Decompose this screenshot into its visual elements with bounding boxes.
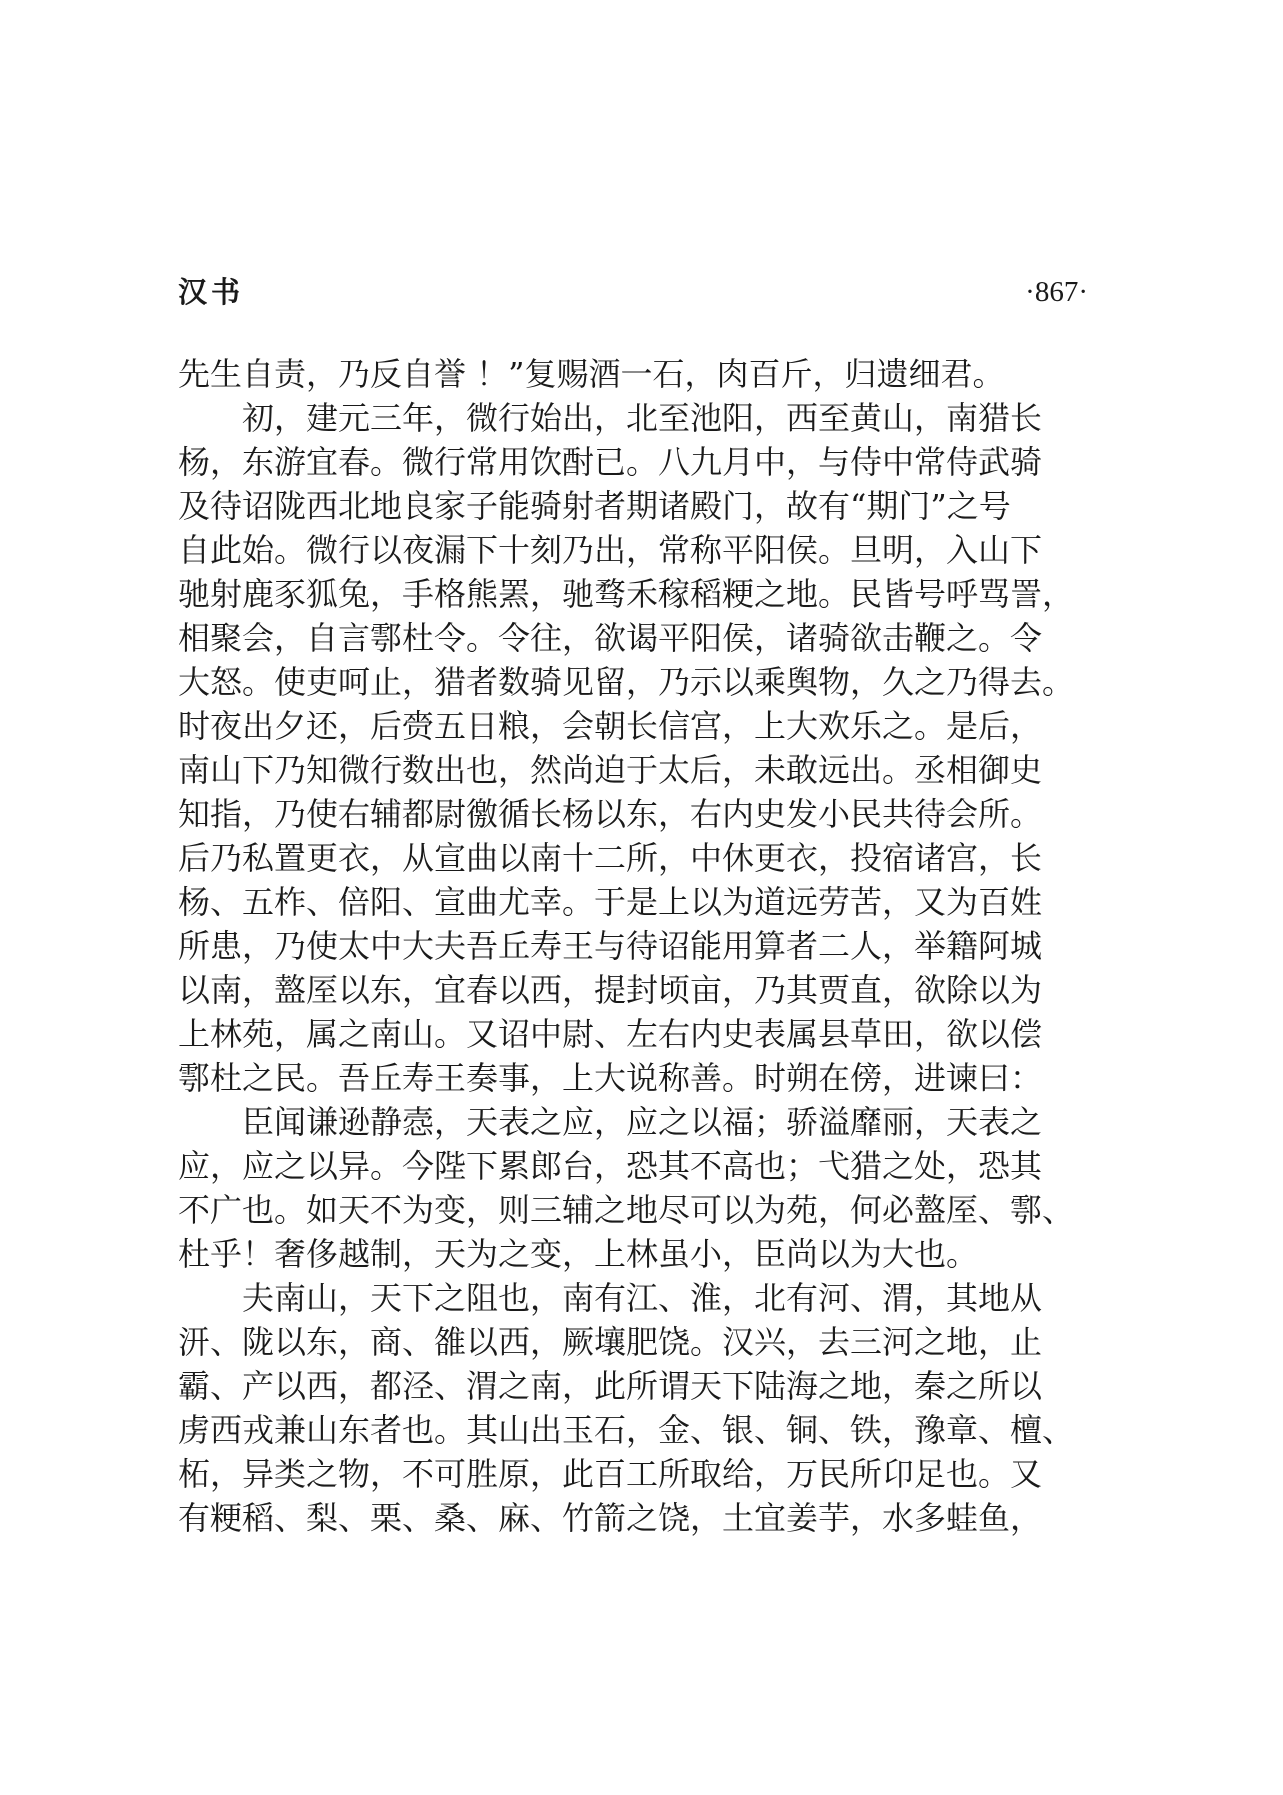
- text-line: 先生自责，乃反自誉 ！”复赐酒一石，肉百斤，归遗细君。: [178, 355, 1005, 393]
- text-line: 杨，东游宜春。微行常用饮酎已。八九月中，与侍中常侍武骑: [178, 443, 1043, 481]
- text-line: 汧、陇以东，商、雒以西，厥壤肥饶。汉兴，去三河之地，止: [178, 1323, 1043, 1361]
- text-line: 虏西戎兼山东者也。其山出玉石，金、银、铜、铁，豫章、檀、: [178, 1411, 1075, 1449]
- book-title: 汉书: [178, 275, 245, 309]
- text-line: 所患，乃使太中大夫吾丘寿王与待诏能用算者二人，举籍阿城: [178, 927, 1043, 965]
- page-number: ·867·: [1025, 276, 1088, 308]
- text-line: 霸、产以西，都泾、渭之南，此所谓天下陆海之地，秦之所以: [178, 1367, 1043, 1405]
- paragraph-first-line: 初，建元三年，微行始出，北至池阳，西至黄山，南猎长: [242, 399, 1043, 437]
- text-line: 驰射鹿豕狐兔，手格熊罴，驰骛禾稼稻粳之地。民皆号呼骂詈，: [178, 575, 1075, 613]
- text-line: 杨、五柞、倍阳、宣曲尤幸。于是上以为道远劳苦，又为百姓: [178, 883, 1043, 921]
- text-line: 后乃私置更衣，从宣曲以南十二所，中休更衣，投宿诸宫，长: [178, 839, 1043, 877]
- text-line: 柘，异类之物，不可胜原，此百工所取给，万民所卬足也。又: [178, 1455, 1043, 1493]
- text-line: 大怒。使吏呵止，猎者数骑见留，乃示以乘舆物，久之乃得去。: [178, 663, 1075, 701]
- text-line: 应，应之以异。今陛下累郎台，恐其不高也；弋猎之处，恐其: [178, 1147, 1043, 1185]
- text-line: 鄠杜之民。吾丘寿王奏事，上大说称善。时朔在傍，进谏曰：: [178, 1059, 1043, 1097]
- paragraph-first-line: 臣闻谦逊静悫，天表之应，应之以福；骄溢靡丽，天表之: [242, 1103, 1043, 1141]
- text-line: 南山下乃知微行数出也，然尚迫于太后，未敢远出。丞相御史: [178, 751, 1043, 789]
- running-head: [178, 272, 1088, 312]
- text-line: 有粳稻、梨、栗、桑、麻、竹箭之饶，土宜姜芋，水多蛙鱼，: [178, 1499, 1043, 1537]
- text-line: 杜乎！奢侈越制，天为之变，上林虽小，臣尚以为大也。: [178, 1235, 979, 1273]
- text-line: 相聚会，自言鄠杜令。令往，欲谒平阳侯，诸骑欲击鞭之。令: [178, 619, 1043, 657]
- text-line: 知指，乃使右辅都尉徼循长杨以东，右内史发小民共待会所。: [178, 795, 1043, 833]
- text-line: 以南，盩厔以东，宜春以西，提封顷亩，乃其贾直，欲除以为: [178, 971, 1043, 1009]
- text-line: 不广也。如天不为变，则三辅之地尽可以为苑，何必盩厔、鄠、: [178, 1191, 1075, 1229]
- text-line: 上林苑，属之南山。又诏中尉、左右内史表属县草田，欲以偿: [178, 1015, 1043, 1053]
- paragraph-first-line: 夫南山，天下之阻也，南有江、淮，北有河、渭，其地从: [242, 1279, 1043, 1317]
- text-line: 时夜出夕还，后赍五日粮，会朝长信宫，上大欢乐之。是后，: [178, 707, 1043, 745]
- text-line: 自此始。微行以夜漏下十刻乃出，常称平阳侯。旦明，入山下: [178, 531, 1043, 569]
- text-line: 及待诏陇西北地良家子能骑射者期诸殿门，故有“期门”之号: [178, 487, 1011, 525]
